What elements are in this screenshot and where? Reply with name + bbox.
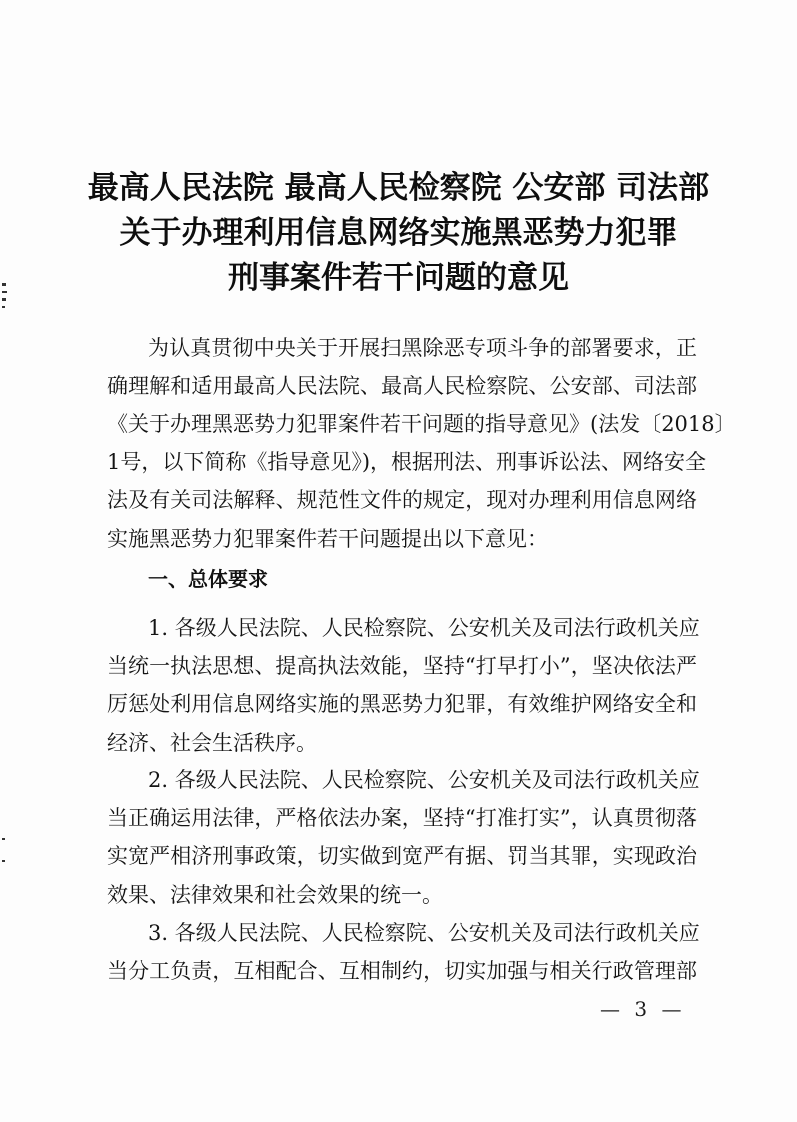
paragraph-line: 2. 各级人民法院、人民检察院、公安机关及司法行政机关应 [148,768,700,792]
intro-line: 确理解和适用最高人民法院、最高人民检察院、公安部、司法部 [107,374,697,398]
paragraph-line: 厉惩处利用信息网络实施的黑恶势力犯罪，有效维护网络安全和 [107,692,697,716]
document-title-line: 刑事案件若干问题的意见 [228,260,569,296]
binding-mark [2,283,6,286]
paragraph-line: 当分工负责，互相配合、互相制约，切实加强与相关行政管理部 [107,959,697,983]
intro-line: 《关于办理黑恶势力犯罪案件若干问题的指导意见》(法发〔2018〕 [107,412,736,436]
page-number: — 3 — [600,997,686,1021]
binding-mark [2,838,5,840]
section-heading: 一、总体要求 [148,567,268,591]
paragraph-line: 1. 各级人民法院、人民检察院、公安机关及司法行政机关应 [148,616,700,640]
binding-mark [2,298,6,301]
binding-mark [2,291,7,293]
paragraph-line: 3. 各级人民法院、人民检察院、公安机关及司法行政机关应 [148,921,700,945]
intro-line: 法及有关司法解释、规范性文件的规定，现对办理利用信息网络 [107,488,697,512]
binding-mark [2,860,5,862]
paragraph-line: 实宽严相济刑事政策，切实做到宽严有据、罚当其罪，实现政治 [107,844,697,868]
document-title-line: 关于办理利用信息网络实施黑恶势力犯罪 [119,215,678,251]
intro-line: 为认真贯彻中央关于开展扫黑除恶专项斗争的部署要求，正 [148,336,697,360]
intro-line: 1号，以下简称《指导意见》)，根据刑法、刑事诉讼法、网络安全 [107,450,707,474]
paragraph-line: 经济、社会生活秩序。 [107,731,317,755]
paragraph-line: 效果、法律效果和社会效果的统一。 [107,883,443,907]
paragraph-line: 当统一执法思想、提高执法效能，坚持“打早打小”，坚决依法严 [107,654,697,678]
intro-line: 实施黑恶势力犯罪案件若干问题提出以下意见： [107,527,548,551]
binding-mark [2,306,5,308]
document-title-line: 最高人民法院 最高人民检察院 公安部 司法部 [87,170,710,206]
paragraph-line: 当正确运用法律，严格依法办案，坚持“打准打实”，认真贯彻落 [107,806,697,830]
